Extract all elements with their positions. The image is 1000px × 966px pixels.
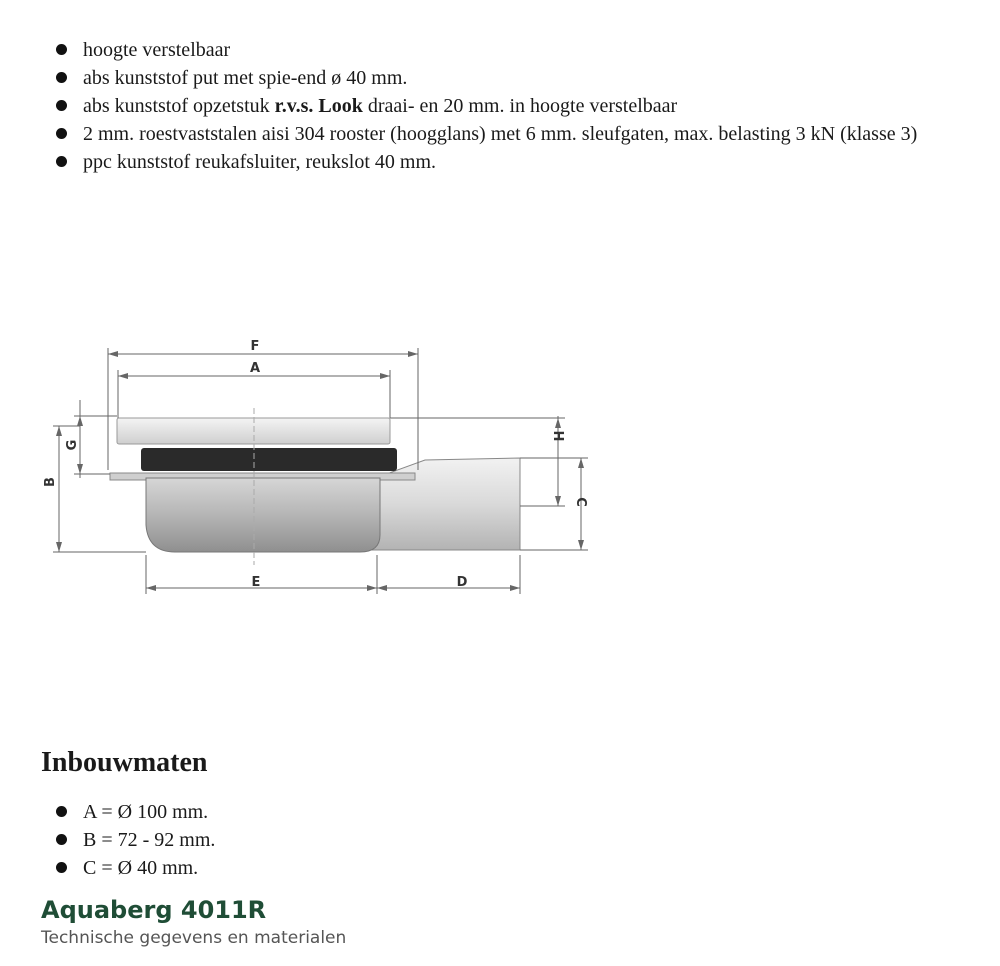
label-E: E	[251, 575, 261, 590]
bullet-icon	[56, 806, 67, 817]
dimension-list	[0, 799, 1000, 883]
feature-text: abs kunststof put met spie-end ø 40 mm.	[83, 67, 408, 89]
feature-text: draai- en 20 mm. in hoogte verstelbaar	[362, 95, 678, 117]
feature-text: hoogte verstelbaar	[83, 39, 231, 61]
feature-text: abs kunststof opzetstuk	[83, 95, 275, 117]
label-F: F	[250, 339, 260, 354]
black-ring	[141, 448, 397, 471]
label-C: C	[573, 497, 588, 507]
drain-dimension-diagram	[40, 330, 600, 600]
bullet-icon	[56, 834, 67, 845]
section-heading: Inbouwmaten	[41, 747, 208, 778]
feature-text-bold: r.v.s. Look	[274, 95, 363, 117]
drain-body	[146, 478, 380, 552]
bullet-icon	[56, 156, 67, 167]
bullet-icon	[56, 100, 67, 111]
bullet-icon	[56, 72, 67, 83]
feature-list	[0, 37, 1000, 177]
outlet-pipe	[370, 458, 520, 550]
label-H: H	[550, 430, 565, 442]
list-item	[0, 799, 1000, 825]
list-item	[0, 65, 1000, 91]
label-A: A	[249, 361, 261, 376]
product-subtitle: Technische gegevens en materialen	[41, 928, 347, 948]
dimension-text: A = Ø 100 mm.	[83, 801, 209, 823]
bullet-icon	[56, 862, 67, 873]
label-G: G	[65, 439, 80, 451]
product-title: Aquaberg 4011R	[41, 896, 267, 924]
feature-text: ppc kunststof reukafsluiter, reukslot 40 mm.	[83, 151, 437, 173]
dimension-text: B = 72 - 92 mm.	[83, 829, 216, 851]
label-D: D	[456, 575, 468, 590]
bullet-icon	[56, 128, 67, 139]
list-item	[0, 121, 1000, 147]
list-item	[0, 149, 1000, 175]
dimension-text: C = Ø 40 mm.	[83, 857, 199, 879]
list-item	[0, 855, 1000, 881]
list-item	[0, 37, 1000, 63]
list-item	[0, 827, 1000, 853]
feature-text: 2 mm. roestvaststalen aisi 304 rooster (hoogglans) met 6 mm. sleufgaten, max. belasting 3 kN (klasse 3)	[83, 123, 918, 145]
list-item	[0, 93, 1000, 119]
label-B: B	[43, 477, 58, 487]
bullet-icon	[56, 44, 67, 55]
